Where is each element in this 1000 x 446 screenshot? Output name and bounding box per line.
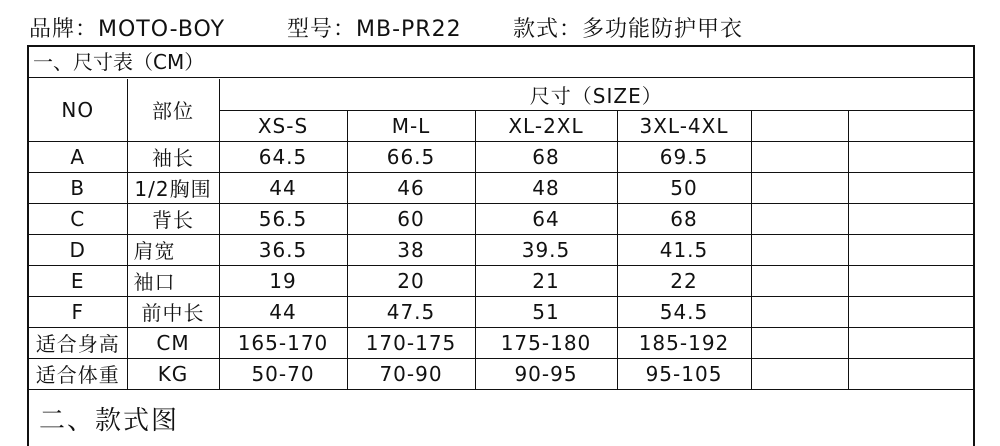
style-diagram-title: 二、款式图: [39, 406, 180, 436]
row-value: 48: [475, 172, 617, 203]
row-value: [848, 141, 973, 172]
size-col-header: XS-S: [219, 110, 347, 141]
row-no: F: [29, 296, 127, 327]
fit-value: 175-180: [475, 327, 617, 358]
fit-value: 185-192: [617, 327, 751, 358]
header-no: NO: [29, 79, 127, 141]
fit-value: [848, 327, 973, 358]
row-part: 背长: [127, 203, 219, 234]
size-col-header: [751, 110, 848, 141]
row-value: 47.5: [347, 296, 475, 327]
size-col-header: 3XL-4XL: [617, 110, 751, 141]
row-value: [751, 265, 848, 296]
row-value: [751, 172, 848, 203]
table-row: [29, 203, 973, 234]
header-size-group: 尺寸（SIZE）: [219, 79, 973, 110]
row-value: 19: [219, 265, 347, 296]
table-row: [29, 265, 973, 296]
row-value: [848, 172, 973, 203]
table-row: [29, 234, 973, 265]
table-header-row: [29, 79, 973, 110]
fit-row-height: [29, 327, 973, 358]
row-value: [848, 265, 973, 296]
fit-value: [751, 327, 848, 358]
row-value: [751, 141, 848, 172]
document-header: [29, 8, 974, 44]
row-value: 66.5: [347, 141, 475, 172]
row-value: [751, 296, 848, 327]
fit-label: 适合体重: [29, 358, 127, 389]
row-value: [751, 234, 848, 265]
row-value: 46: [347, 172, 475, 203]
row-no: E: [29, 265, 127, 296]
fit-row-weight: [29, 358, 973, 389]
row-value: 41.5: [617, 234, 751, 265]
row-part: 袖口: [127, 265, 219, 296]
row-value: 39.5: [475, 234, 617, 265]
fit-value: 50-70: [219, 358, 347, 389]
fit-value: 95-105: [617, 358, 751, 389]
row-part: 前中长: [127, 296, 219, 327]
row-value: [848, 296, 973, 327]
model-label: 型号：MB-PR22: [287, 17, 462, 42]
row-value: 44: [219, 172, 347, 203]
table-row: [29, 172, 973, 203]
row-value: 50: [617, 172, 751, 203]
row-value: 69.5: [617, 141, 751, 172]
row-value: 54.5: [617, 296, 751, 327]
row-no: B: [29, 172, 127, 203]
table-row: [29, 141, 973, 172]
row-value: 44: [219, 296, 347, 327]
row-value: 22: [617, 265, 751, 296]
row-no: C: [29, 203, 127, 234]
row-no: D: [29, 234, 127, 265]
header-part: 部位: [127, 79, 219, 141]
row-value: 68: [475, 141, 617, 172]
brand-label: 品牌：MOTO-BOY: [29, 17, 226, 42]
row-value: 64: [475, 203, 617, 234]
fit-value: 90-95: [475, 358, 617, 389]
row-value: 64.5: [219, 141, 347, 172]
size-table: [29, 79, 973, 390]
fit-value: 70-90: [347, 358, 475, 389]
row-value: 36.5: [219, 234, 347, 265]
size-col-header: M-L: [347, 110, 475, 141]
row-no: A: [29, 141, 127, 172]
fit-value: [848, 358, 973, 389]
row-value: [848, 203, 973, 234]
row-part: 肩宽: [127, 234, 219, 265]
row-value: 38: [347, 234, 475, 265]
row-value: [848, 234, 973, 265]
size-chart-title: 一、尺寸表（CM）: [29, 47, 973, 78]
fit-value: [751, 358, 848, 389]
fit-unit: KG: [127, 358, 219, 389]
row-value: 56.5: [219, 203, 347, 234]
fit-unit: CM: [127, 327, 219, 358]
size-col-header: [848, 110, 973, 141]
row-value: 51: [475, 296, 617, 327]
row-part: 袖长: [127, 141, 219, 172]
style-label: 款式：多功能防护甲衣: [513, 17, 744, 42]
size-col-header: XL-2XL: [475, 110, 617, 141]
row-value: 21: [475, 265, 617, 296]
fit-value: 170-175: [347, 327, 475, 358]
spec-sheet: [27, 45, 975, 446]
row-value: [751, 203, 848, 234]
row-part: 1/2胸围: [127, 172, 219, 203]
fit-value: 165-170: [219, 327, 347, 358]
row-value: 68: [617, 203, 751, 234]
row-value: 60: [347, 203, 475, 234]
row-value: 20: [347, 265, 475, 296]
table-row: [29, 296, 973, 327]
fit-label: 适合身高: [29, 327, 127, 358]
